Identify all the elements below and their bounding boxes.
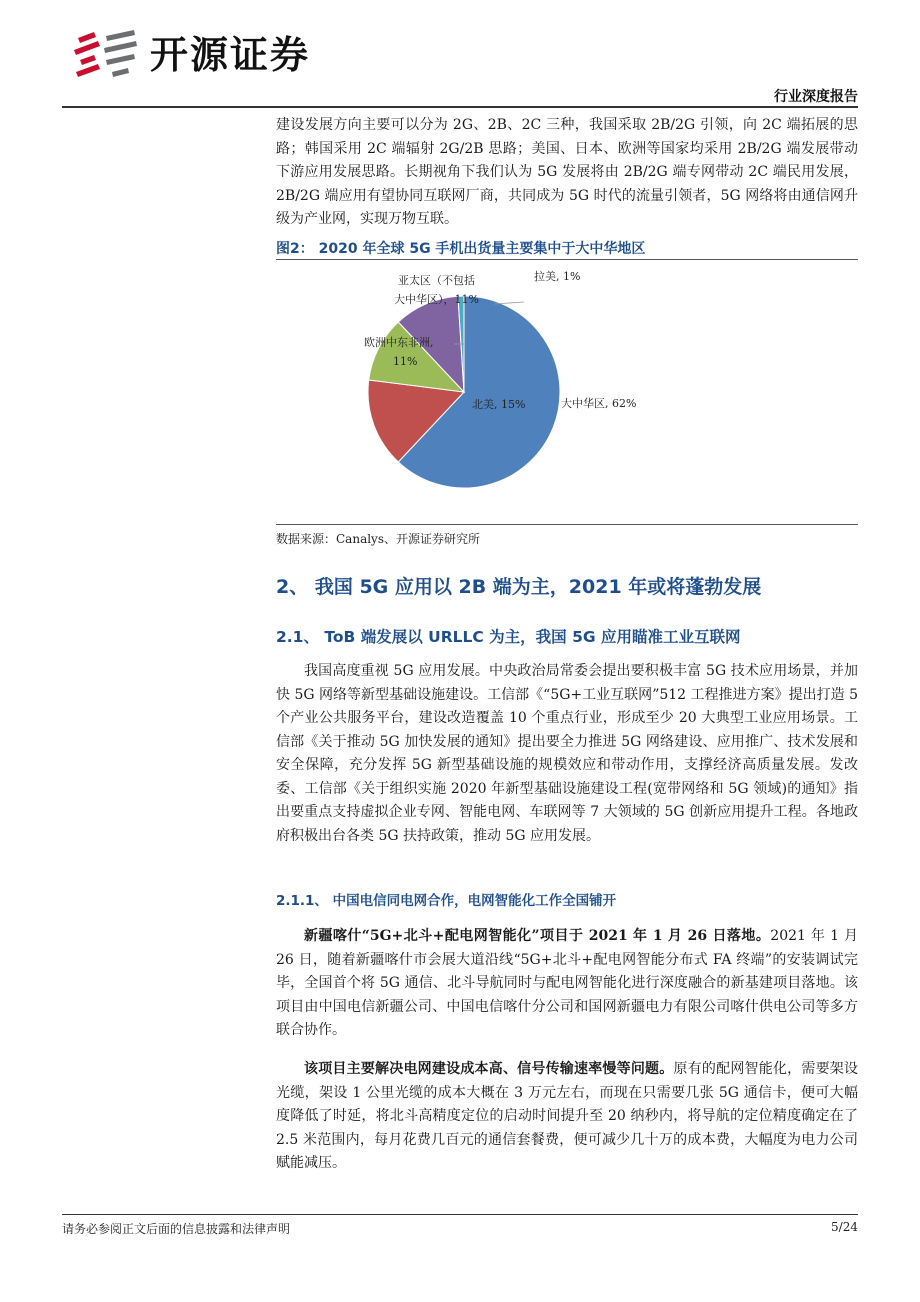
project-body: 2021 年 1 月 26 日，随着新疆喀什市会展大道沿线“5G+北斗+配电网智能分布式 FA 终端”的安装调试完毕，全国首个将 5G 通信、北斗导航同时与配电网智能化进行深度融合的新基建项目落地。该项目由中国电信新疆公司、中国电信喀什分公司和国网新疆电力有限公司喀什供电公司等多方联合协作。 [276,928,858,1038]
subsubsection-heading: 2.1.1、 中国电信同电网合作，电网智能化工作全国铺开 [276,893,617,909]
problem-body: 原有的配网智能化，需要架设光缆，架设 1 公里光缆的成本大概在 3 万元左右，而现在只需要几张 5G 通信卡，便可大幅度降低了时延，将北斗高精度定位的启动时间提升至 20 纳秒内，将导航的定位精度确定在了 2.5 米范围内，每月花费几百元的通信套餐费，便可减少几十万的成本费，大幅度为电力公司赋能减压。 [276,1061,859,1171]
project-lead: 新疆喀什“5G+北斗+配电网智能化”项目于 2021 年 1 月 26 日落地。 [304,928,771,944]
figure-source: 数据来源：Canalys、开源证券研究所 [276,532,480,546]
footer-divider [62,1214,858,1215]
report-type: 行业深度报告 [774,89,858,105]
intro-paragraph: 建设发展方向主要可以分为 2G、2B、2C 三种，我国采取 2B/2G 引领，向 2C 端拓展的思路；韩国采用 2C 端辐射 2G/2B 思路；美国、日本、欧洲等国家均采用 2B/2G 端发展带动下游应用发展思路。长期视角下我们认为 5G 发展将由 2B/2G 端专网带动 2C 端民用发展，2B/2G 端应用有望协同互联网厂商，共同成为 5G 时代的流量引领者，5G 网络将由通信网升级为产业网，实现万物互联。 [276,117,858,227]
problem-paragraph [276,1058,858,1176]
footer-disclaimer: 请务必参阅正文后面的信息披露和法律声明 [62,1222,291,1236]
pie-chart [276,262,858,520]
slice-label-emea-line1: 欧洲中东非洲, [364,336,434,349]
slice-label-north-america: 北美, 15% [472,398,526,411]
figure-top-rule [276,259,858,260]
figure-bottom-rule [276,524,858,525]
figure-title: 图2： 2020 年全球 5G 手机出货量主要集中于大中华地区 [276,241,646,257]
brand-logo-icon [72,30,142,80]
slice-label-apac-line2: 大中华区），11% [394,293,479,306]
slice-label-apac-line1: 亚太区（不包括 [398,274,475,287]
brand-name: 开源证券 [150,33,311,77]
slice-label-greater-china: 大中华区, 62% [561,397,637,410]
subsection-paragraph: 我国高度重视 5G 应用发展。中央政治局常委会提出要积极丰富 5G 技术应用场景，并加快 5G 网络等新型基础设施建设。工信部《“5G+工业互联网”512 工程推进方案》提出打造 5 个产业公共服务平台，建设改造覆盖 10 个重点行业，形成至少 20 大典型工业应用场景。工信部《关于推动 5G 加快发展的通知》提出要全力推进 5G 网络建设、应用推广、技术发展和安全保障，充分发挥 5G 新型基础设施的规模效应和带动作用，支撑经济高质量发展。发改委、工信部《关于组织实施 2020 年新型基础设施建设工程(宽带网络和 5G 领域)的通知》指出要重点支持虚拟企业专网、智能电网、车联网等 7 大领域的 5G 创新应用提升工程。各地政府积极出台各类 5G 扶持政策，推动 5G 应用发展。 [276,663,858,844]
slice-label-emea-line2: 11% [393,355,418,368]
problem-lead: 该项目主要解决电网建设成本高、信号传输速率慢等问题。 [304,1061,674,1077]
header-divider [62,106,858,108]
page-number: 5/24 [831,1220,858,1234]
subsection-heading: 2.1、 ToB 端发展以 URLLC 为主，我国 5G 应用瞄准工业互联网 [276,628,741,646]
slice-label-latam: 拉美, 1% [534,270,581,283]
project-paragraph [276,925,858,1043]
section-heading: 2、 我国 5G 应用以 2B 端为主，2021 年或将蓬勃发展 [276,576,762,598]
